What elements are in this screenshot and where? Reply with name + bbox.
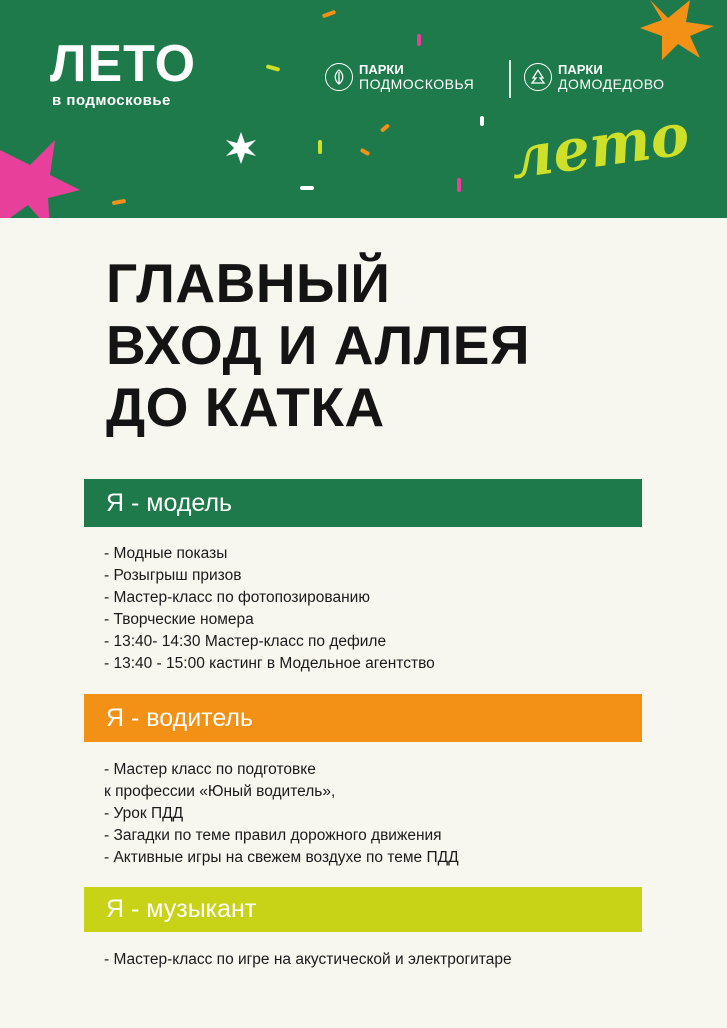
list-item: - Модные показы [104,545,228,562]
tree-icon [524,63,552,91]
header-banner [0,0,727,218]
list-item: - Мастер-класс по игре на акустической и электрогитаре [104,951,512,968]
park-divider [509,60,511,98]
park1-line1: ПАРКИ [359,62,404,77]
white-star-shape [226,132,256,164]
park-logo-podmoskovie [325,62,474,92]
list-item: - Загадки по теме правил дорожного движения [104,827,442,844]
title-line: ГЛАВНЫЙ [106,252,391,314]
park2-line2: ДОМОДЕДОВО [558,76,665,92]
list-item: - Розыгрыш призов [104,567,242,584]
list-item: к профессии «Юный водитель», [104,783,336,800]
list-item: - Активные игры на свежем воздухе по теме ПДД [104,849,459,866]
list-item: - Мастер-класс по фотопозированию [104,589,370,606]
list-item: - 13:40- 14:30 Мастер-класс по дефиле [104,633,387,650]
orange-burst-shape [640,0,714,60]
section-list-model [104,543,435,675]
title-line: ВХОД И АЛЛЕЯ [106,314,531,376]
list-item: - Творческие номера [104,611,254,628]
list-item: - Урок ПДД [104,805,184,822]
section-list-driver [104,759,459,869]
logo-title: ЛЕТО [50,35,197,93]
page-title [106,252,530,438]
logo-subtitle: в подмосковье [52,92,171,109]
title-line: ДО КАТКА [106,376,385,438]
section-list-musician [104,949,512,971]
section-heading-driver: Я - водитель [84,694,642,742]
section-heading-model: Я - модель [84,479,642,527]
park-logo-domodedovo [524,62,665,92]
park1-line2: ПОДМОСКОВЬЯ [359,76,475,92]
list-item: - Мастер класс по подготовке [104,761,316,778]
section-heading-musician: Я - музыкант [84,887,642,932]
pink-burst-shape [0,140,80,218]
script-leto-word: лето [506,99,694,193]
list-item: - 13:40 - 15:00 кастинг в Модельное агентство [104,655,435,672]
park2-line1: ПАРКИ [558,62,603,77]
leaf-icon [325,63,353,91]
